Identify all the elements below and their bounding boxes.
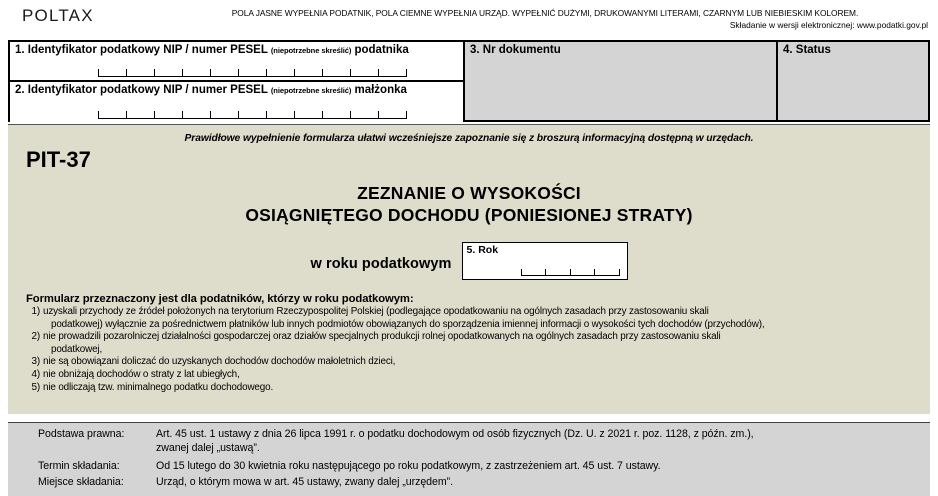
comb-tick (126, 111, 127, 119)
field-5-year[interactable] (462, 242, 628, 280)
comb-tick (619, 269, 620, 276)
field-2-label-suffix: małżonka (354, 84, 407, 96)
comb-baseline (98, 118, 406, 119)
field-3-document-number (465, 42, 778, 120)
comb-baseline (98, 76, 406, 77)
legal-basis-label: Podstawa prawna: (38, 428, 125, 440)
form-main-title (8, 182, 930, 226)
list-item-text: nie prowadzili pozarolniczej działalności gospodarczej oraz działów specjalnych produkcji rolnej opodatkowanych na ogólnych zasadach przy zastosowaniu skali podatkowej, (43, 331, 916, 356)
field-2-number: 2. (15, 84, 25, 96)
comb-tick (98, 111, 99, 119)
comb-tick (266, 69, 267, 77)
list-item (26, 382, 916, 395)
tax-year-label: w roku podatkowym (310, 256, 452, 272)
comb-tick (406, 111, 407, 119)
list-item-text: uzyskali przychody ze źródeł położonych na terytorium Rzeczypospolitej Polskiej (podlegające opodatkowaniu na ogólnych zasadach przy zastosowaniu skali podatkowej) wyłącznie za pośrednictwem płatników lub innych podmiotów obowiązanych do sporządzenia imiennej informacji o wysokości tych dochodów (przychodów), (43, 306, 916, 331)
comb-tick (266, 111, 267, 119)
taxpayer-identifier-column (10, 42, 465, 120)
title-line-2: OSIĄGNIĘTEGO DOCHODU (PONIESIONEJ STRATY) (245, 205, 693, 225)
form-code-pit-37: PIT-37 (26, 147, 91, 172)
form-top-header (0, 0, 938, 40)
deadline-label: Termin składania: (38, 460, 120, 472)
comb-tick (322, 69, 323, 77)
comb-tick (545, 269, 546, 276)
list-item (26, 369, 916, 382)
deadline-value: Od 15 lutego do 30 kwietnia roku następującego po roku podatkowym, z zastrzeżeniem art. 45 ust. 7 ustawy. (156, 460, 661, 472)
comb-tick (350, 111, 351, 119)
list-item (26, 306, 916, 331)
comb-tick (154, 69, 155, 77)
comb-tick (378, 69, 379, 77)
identifier-fields-block (8, 40, 930, 122)
form-title-section (8, 124, 930, 414)
legal-basis-line-2: zwanej dalej „ustawą”. (156, 441, 260, 454)
place-row (8, 476, 930, 490)
comb-tick (570, 269, 571, 276)
comb-tick (210, 69, 211, 77)
legal-basis-value (156, 428, 930, 455)
comb-tick (594, 269, 595, 276)
comb-tick (294, 111, 295, 119)
field-3-label: 3. Nr dokumentu (470, 44, 561, 56)
list-item-number: 3) (31, 356, 40, 368)
field-2-spouse-nip-pesel[interactable] (10, 82, 463, 122)
eligibility-heading: Formularz przeznaczony jest dla podatników, którzy w roku podatkowym: (26, 293, 414, 305)
field-2-label (15, 84, 407, 96)
field-4-status (778, 42, 928, 120)
eligibility-section (26, 293, 916, 394)
legal-basis-line-1: Art. 45 ust. 1 ustawy z dnia 26 lipca 1991 r. o podatku dochodowym od osób fizycznych (Dz. U. z 2021 r. poz. 1128, z późn. zm.), (156, 428, 754, 440)
comb-tick (521, 269, 522, 276)
field-2-label-small: (niepotrzebne skreślić) (270, 86, 352, 95)
list-item-text-line-2: podatkowej, (51, 343, 103, 355)
comb-tick (378, 111, 379, 119)
comb-tick (294, 69, 295, 77)
list-item (26, 331, 916, 356)
field-4-label: 4. Status (783, 44, 831, 56)
list-item-number: 5) (31, 381, 40, 393)
instruction-line-2: Składanie w wersji elektronicznej: www.podatki.gov.pl (729, 20, 928, 30)
field-1-comb-input[interactable] (98, 66, 406, 77)
field-1-number: 1. (15, 44, 25, 56)
list-item-number: 4) (31, 368, 40, 380)
office-use-columns (465, 42, 928, 120)
place-value: Urząd, o którym mowa w art. 45 ustawy, zwany dalej „urzędem”. (156, 475, 454, 488)
list-item-text: nie obniżają dochodów o straty z lat ubiegłych, (43, 368, 240, 380)
eligibility-list (26, 306, 916, 394)
title-line-1: ZEZNANIE O WYSOKOŚCI (357, 183, 581, 203)
poltax-logo: POLTAX (22, 6, 94, 25)
brochure-note: Prawidłowe wypełnienie formularza ułatwi wcześniejsze zapoznanie się z broszurą informacyjną dostępną w urzędach. (184, 133, 754, 144)
field-2-comb-input[interactable] (98, 108, 406, 119)
list-item-text: nie są obowiązani doliczać do uzyskanych dochodów dochodów małoletnich dzieci, (43, 356, 396, 368)
place-label: Miejsce składania: (38, 475, 124, 488)
comb-tick (238, 69, 239, 77)
comb-tick (350, 69, 351, 77)
field-1-taxpayer-nip-pesel[interactable] (10, 42, 463, 82)
list-item (26, 356, 916, 369)
field-1-label-main: Identyfikator podatkowy NIP / numer PESEL (27, 44, 268, 56)
field-1-label-suffix: podatnika (354, 44, 409, 56)
list-item-number: 1) (31, 306, 40, 317)
instruction-line-1: POLA JASNE WYPEŁNIA PODATNIK, POLA CIEMNE WYPEŁNIA URZĄD. WYPEŁNIĆ DUŻYMI, DRUKOWANYMI LITERAMI, CZARNYM LUB NIEBIESKIM KOLOREM. (231, 8, 859, 18)
list-item-text: nie odliczają tzw. minimalnego podatku dochodowego. (43, 381, 274, 393)
comb-tick (238, 111, 239, 119)
comb-tick (322, 111, 323, 119)
comb-tick (98, 69, 99, 77)
legal-basis-row (8, 428, 930, 455)
field-2-label-main: Identyfikator podatkowy NIP / numer PESEL (27, 84, 268, 96)
list-item-number: 2) (31, 331, 40, 343)
field-5-comb-input[interactable] (521, 266, 619, 276)
comb-tick (126, 69, 127, 77)
list-item-text-line-2: podatkowej) wyłącznie za pośrednictwem płatników lub innych podmiotów obowiązanych do sporządzenia imiennej informacji o wysokości tych dochodów (przychodów), (51, 318, 765, 330)
legal-footer-section (8, 422, 930, 496)
comb-tick (210, 111, 211, 119)
deadline-row (8, 460, 930, 474)
field-1-label-small: (niepotrzebne skreślić) (270, 46, 352, 55)
field-1-label (15, 44, 409, 56)
comb-tick (154, 111, 155, 119)
comb-tick (182, 111, 183, 119)
comb-tick (182, 69, 183, 77)
field-5-label: 5. Rok (466, 244, 499, 256)
filling-instructions (160, 8, 930, 31)
tax-year-row (8, 242, 930, 280)
comb-tick (406, 69, 407, 77)
